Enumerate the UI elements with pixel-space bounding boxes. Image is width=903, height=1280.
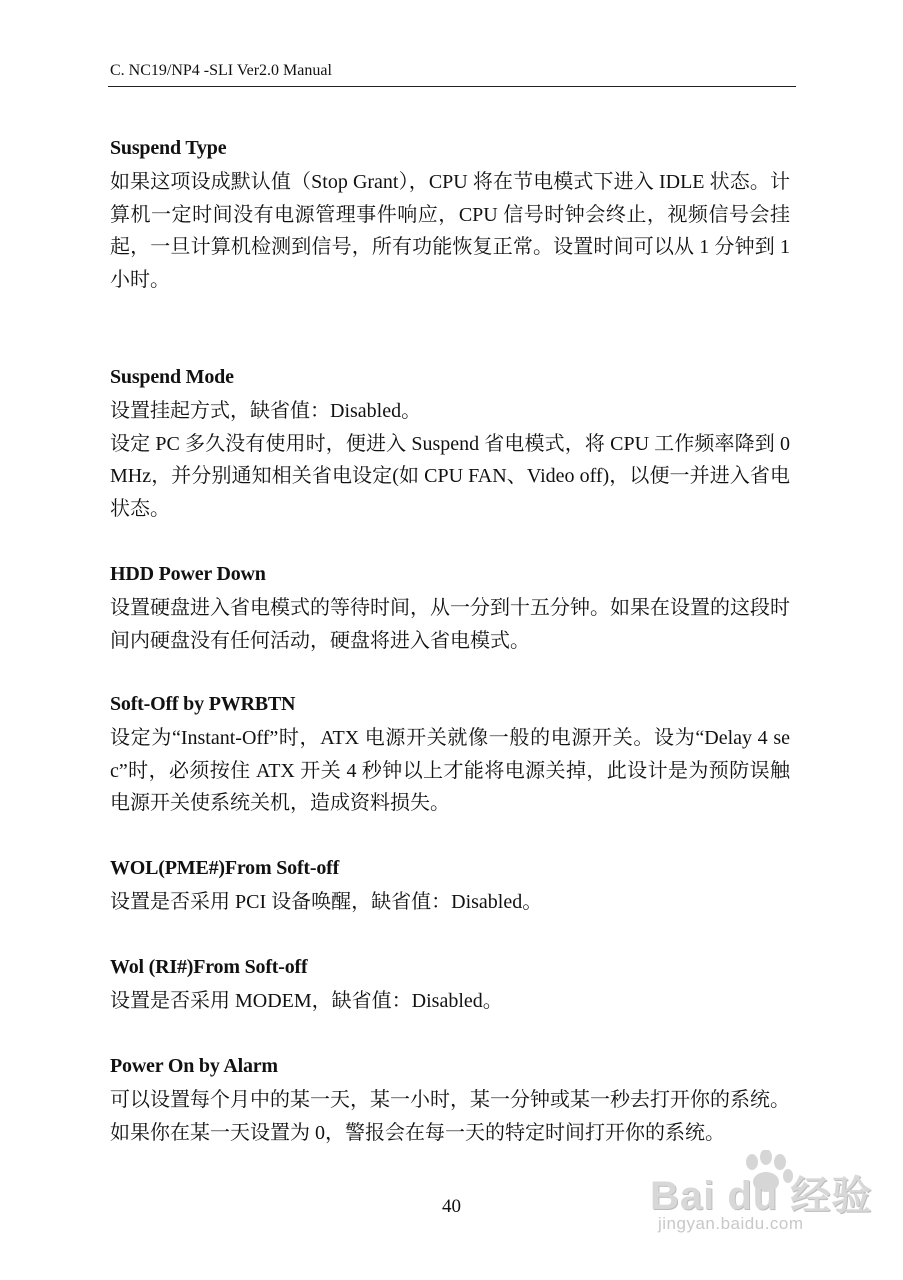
section-body: 设置是否采用 MODEM，缺省值：Disabled。 bbox=[110, 990, 503, 1012]
section-wol-pme bbox=[110, 856, 790, 919]
page-number: 40 bbox=[442, 1196, 461, 1217]
section-title: Power On by Alarm bbox=[110, 1055, 278, 1077]
section-title: Soft-Off by PWRBTN bbox=[110, 693, 296, 715]
section-title: WOL(PME#)From Soft-off bbox=[110, 857, 340, 879]
baidu-jingyan-watermark bbox=[640, 1150, 890, 1260]
watermark-url: jingyan.baidu.com bbox=[658, 1214, 804, 1233]
section-suspend-type bbox=[110, 136, 790, 296]
section-title: Suspend Mode bbox=[110, 366, 234, 388]
section-wol-ri bbox=[110, 955, 790, 1018]
section-title: Wol (RI#)From Soft-off bbox=[110, 956, 308, 978]
section-soft-off-by-pwrbtn bbox=[110, 692, 790, 820]
section-body: 可以设置每个月中的某一天，某一小时，某一分钟或某一秒去打开你的系统。如果你在某一天设置为 0，警报会在每一天的特定时间打开你的系统。 bbox=[110, 1089, 790, 1144]
header-divider bbox=[108, 86, 796, 87]
section-power-on-by-alarm bbox=[110, 1054, 790, 1149]
section-body: 如果这项设成默认值（Stop Grant），CPU 将在节电模式下进入 IDLE 状态。计算机一定时间没有电源管理事件响应，CPU 信号时钟会终止，视频信号会挂起，一旦计算机检测到信号，所有功能恢复正常。设置时间可以从 1 分钟到 1 小时。 bbox=[110, 171, 790, 291]
watermark-logo: Bai du 经验 bbox=[650, 1174, 873, 1218]
section-title: HDD Power Down bbox=[110, 563, 266, 585]
section-hdd-power-down bbox=[110, 562, 790, 657]
section-body-detail: 设定 PC 多久没有使用时，便进入 Suspend 省电模式，将 CPU 工作频率降到 0 MHz，并分别通知相关省电设定(如 CPU FAN、Video off)，以便一并进入省电状态。 bbox=[110, 432, 790, 520]
section-body: 设置硬盘进入省电模式的等待时间，从一分到十五分钟。如果在设置的这段时间内硬盘没有任何活动，硬盘将进入省电模式。 bbox=[110, 597, 790, 652]
section-suspend-mode bbox=[110, 365, 790, 525]
section-body: 设置挂起方式，缺省值：Disabled。 bbox=[110, 400, 422, 422]
section-body: 设定为“Instant-Off”时，ATX 电源开关就像一般的电源开关。设为“Delay 4 sec”时，必须按住 ATX 开关 4 秒钟以上才能将电源关掉，此设计是为预防误触电源开关使系统关机，造成资料损失。 bbox=[110, 727, 790, 814]
header-title: C. NC19/NP4 -SLI Ver2.0 Manual bbox=[110, 62, 332, 79]
section-title: Suspend Type bbox=[110, 137, 227, 159]
section-body: 设置是否采用 PCI 设备唤醒，缺省值：Disabled。 bbox=[110, 891, 543, 913]
